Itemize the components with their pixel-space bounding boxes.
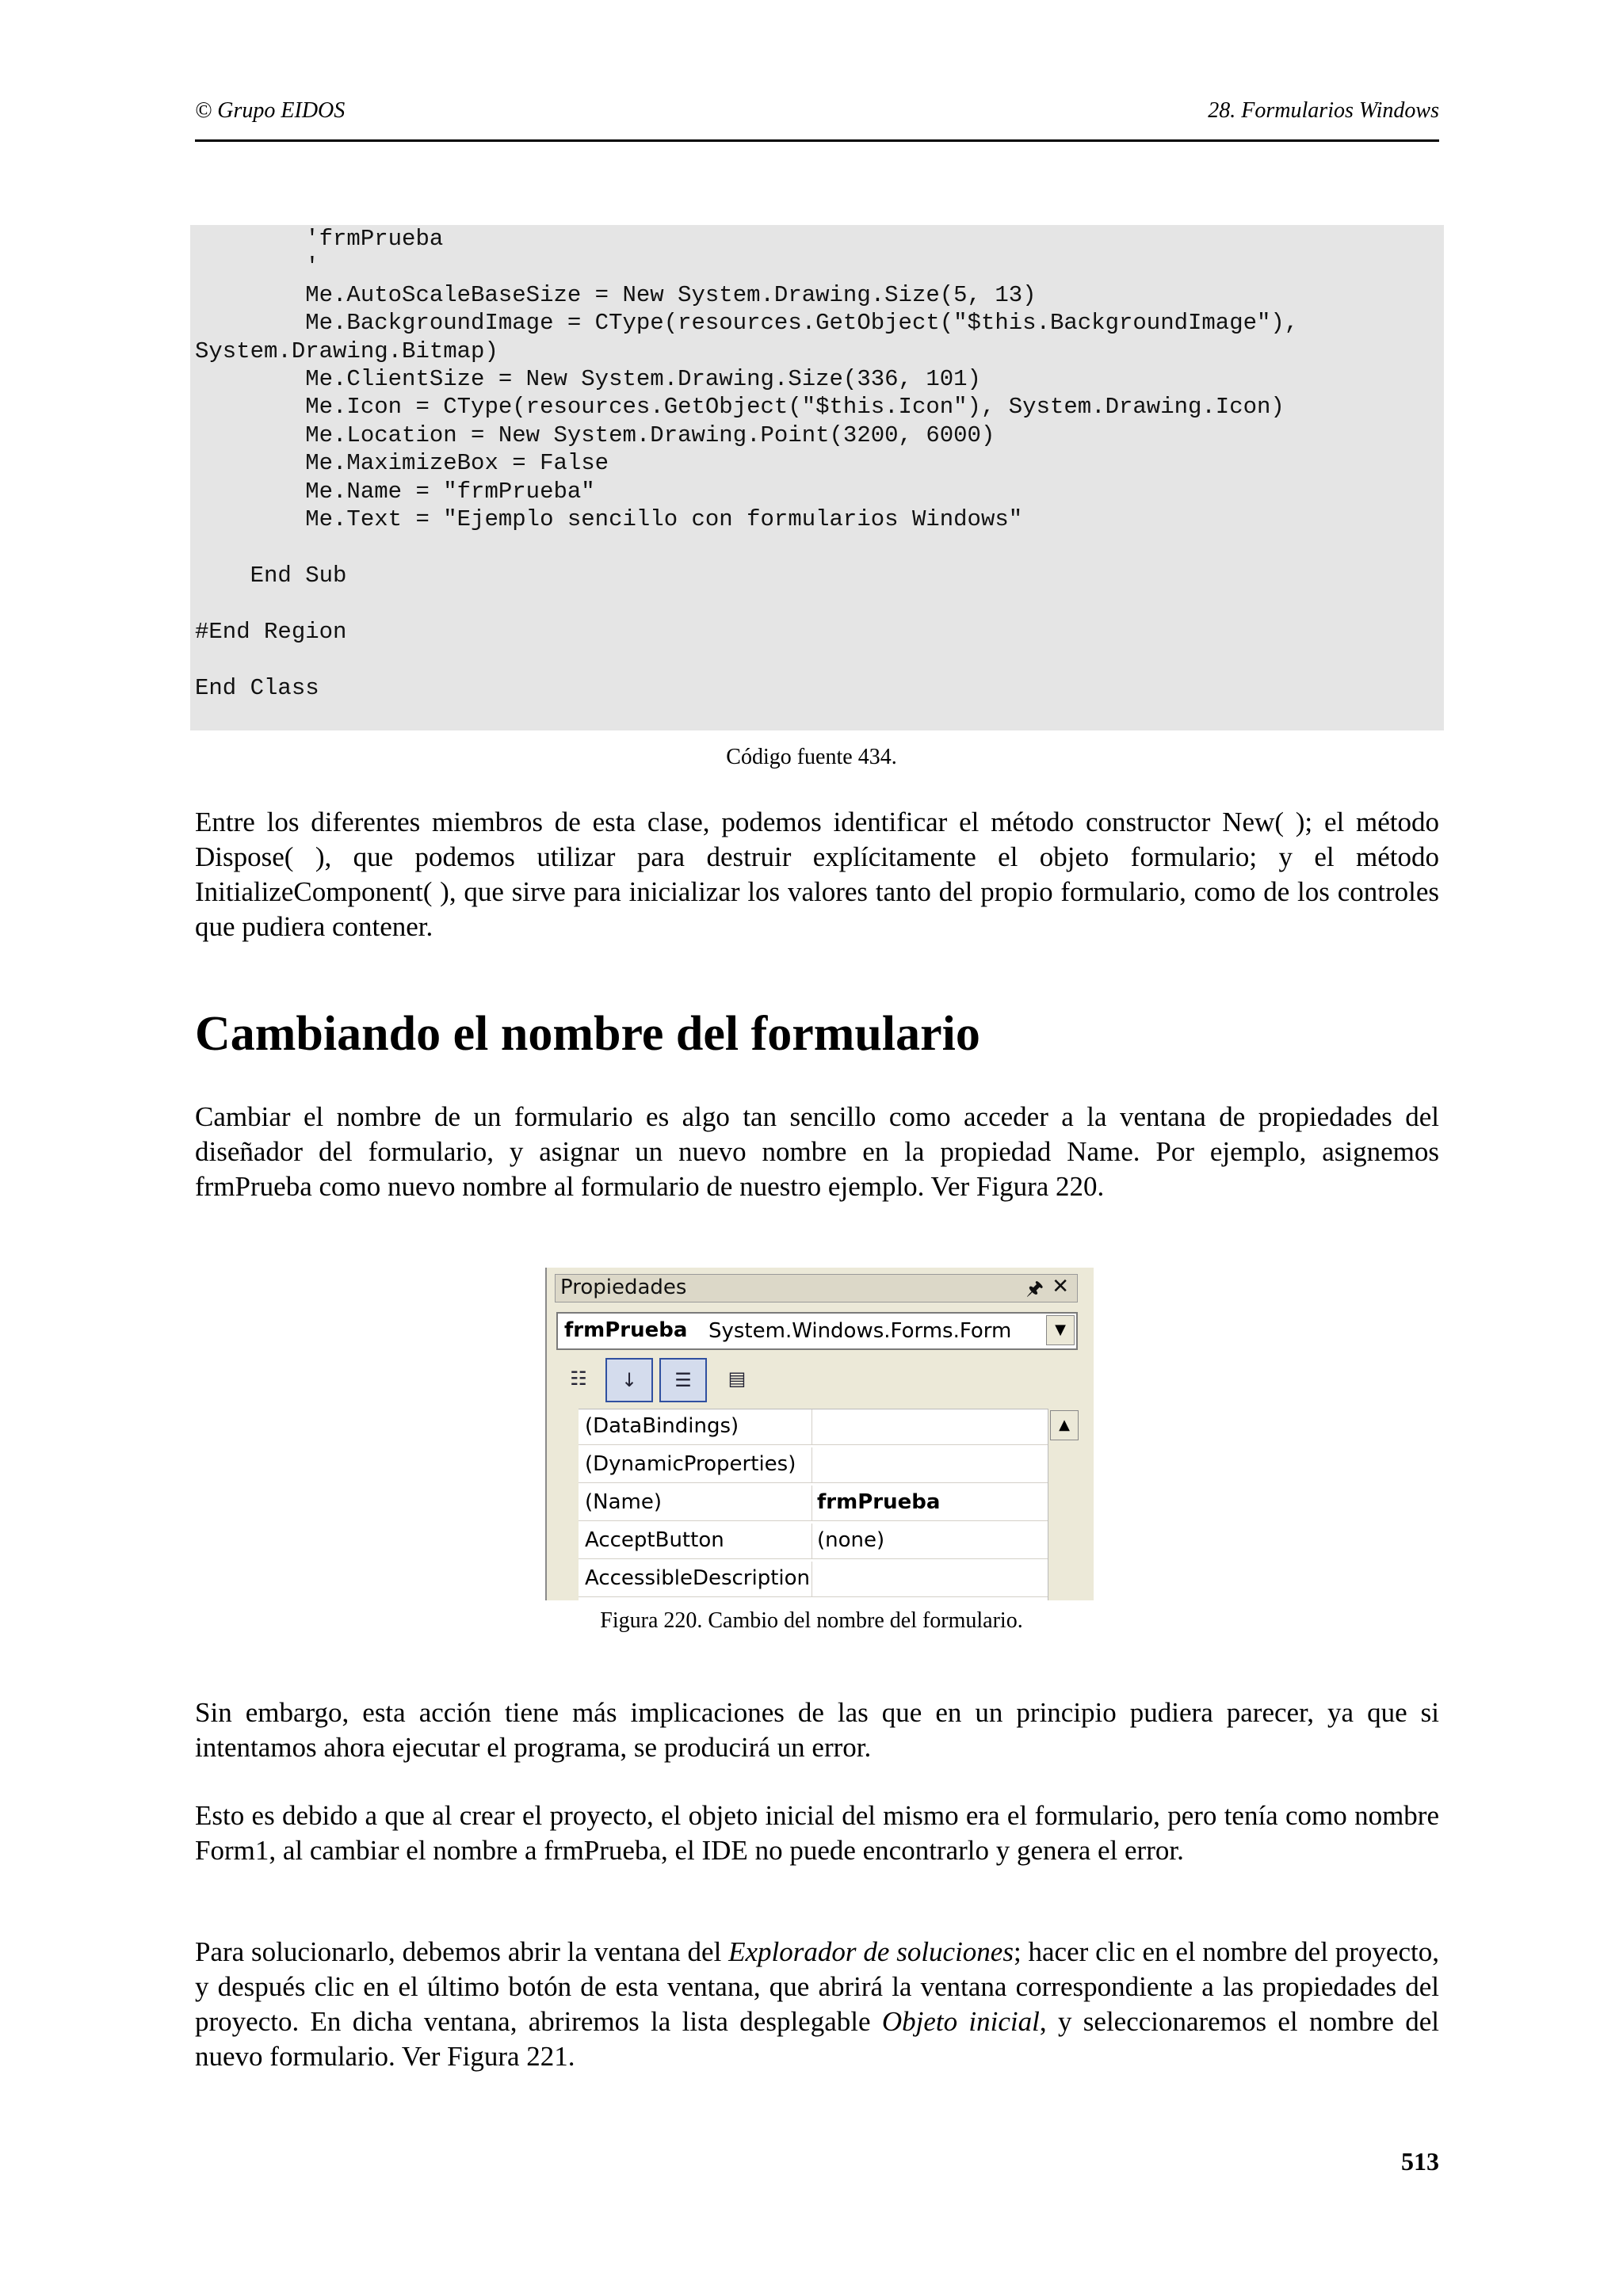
paragraph-4-text: Esto es debido a que al crear el proyecto, el objeto inicial del mismo era el formulario, pero tenía como nombre Form1, al cambiar el nombre a frmPrueba, el IDE no puede encontrarlo y genera el error.	[195, 1800, 1439, 1866]
scrollbar[interactable]	[1048, 1409, 1080, 1600]
paragraph-4	[195, 1798, 1439, 1868]
code-listing	[190, 225, 1444, 730]
paragraph-5-text	[195, 1935, 1439, 2074]
object-name: frmPrueba	[564, 1318, 688, 1342]
code-line: Me.Name = "frmPrueba"	[195, 478, 595, 505]
code-line: 'frmPrueba	[195, 226, 444, 252]
property-row[interactable]	[556, 1524, 1048, 1559]
code-line: '	[195, 254, 319, 280]
properties-title: Propiedades	[560, 1276, 687, 1299]
close-icon[interactable]: ✕	[1052, 1275, 1069, 1299]
property-name: (DynamicProperties)	[585, 1452, 796, 1476]
property-row[interactable]	[556, 1562, 1048, 1597]
categorized-icon[interactable]: ☷	[570, 1367, 587, 1390]
figure-caption: Figura 220. Cambio del nombre del formulario.	[600, 1608, 1023, 1633]
code-line: Me.Location = New System.Drawing.Point(3200, 6000)	[195, 421, 995, 448]
code-line: #End Region	[195, 618, 347, 645]
scroll-up-icon[interactable]: ▲	[1050, 1410, 1079, 1440]
paragraph-5-part-3: , y seleccionaremos el nombre del nuevo formulario. Ver Figura 221.	[195, 2006, 1439, 2072]
property-value[interactable]	[812, 1447, 1047, 1482]
property-name: AccessibleDescription	[585, 1566, 811, 1590]
page-header	[195, 95, 1439, 142]
property-name: (Name)	[585, 1490, 662, 1514]
code-line: End Sub	[195, 562, 347, 589]
property-row[interactable]	[556, 1447, 1048, 1483]
code-line	[195, 646, 1298, 673]
properties-titlebar	[555, 1274, 1078, 1302]
page-number: 513	[1401, 2147, 1439, 2176]
property-row[interactable]	[556, 1486, 1048, 1521]
code-line	[195, 589, 1298, 617]
properties-toolbar	[556, 1356, 1079, 1404]
header-chapter: 28. Formularios Windows	[1208, 98, 1439, 123]
property-value[interactable]	[812, 1486, 1047, 1520]
property-value-text: (none)	[817, 1528, 885, 1552]
property-pages-icon[interactable]: ▤	[727, 1367, 747, 1390]
code-line: Me.MaximizeBox = False	[195, 450, 609, 477]
code-line: Me.ClientSize = New System.Drawing.Size(336, 101)	[195, 366, 981, 393]
chevron-down-icon[interactable]: ▼	[1046, 1315, 1075, 1345]
paragraph-3-text: Sin embargo, esta acción tiene más implicaciones de las que en un principio pudiera parecer, ya que si intentamos ahora ejecutar el programa, se producirá un error.	[195, 1697, 1439, 1763]
properties-icon[interactable]: ☰	[659, 1358, 707, 1402]
property-grid-gutter	[556, 1409, 579, 1600]
code-line: Me.BackgroundImage = CType(resources.GetObject("$this.BackgroundImage"),	[195, 310, 1299, 337]
paragraph-2-text: Cambiar el nombre de un formulario es algo tan sencillo como acceder a la ventana de propiedades del diseñador del formulario, y asignar un nuevo nombre en la propiedad Name. Por ejemplo, asignemos frmPrueba como nuevo nombre al formulario de nuestro ejemplo. Ver Figura 220.	[195, 1101, 1439, 1202]
code-text	[195, 225, 1298, 702]
property-name: AcceptButton	[585, 1528, 724, 1552]
paragraph-5-part-1: Para solucionarlo, debemos abrir la ventana del	[195, 1936, 729, 1967]
pin-icon[interactable]: 🖈︎	[1025, 1277, 1044, 1299]
alphabetical-icon[interactable]: ↓	[605, 1358, 653, 1402]
object-type: System.Windows.Forms.Form	[708, 1319, 1012, 1343]
paragraph-5-part-2: ; hacer clic en el nombre del proyecto, y después clic en el último botón de esta ventana, que abrirá la ventana correspondiente a las propiedades del proyecto. En dicha ventana, abriremos la lista desplegable	[195, 1936, 1439, 2037]
startup-object-term: Objeto inicial	[881, 2006, 1040, 2037]
code-caption: Código fuente 434.	[726, 745, 897, 769]
property-row[interactable]	[556, 1409, 1048, 1445]
code-line: System.Drawing.Bitmap)	[195, 338, 498, 364]
property-name: (DataBindings)	[585, 1414, 739, 1438]
property-value[interactable]	[812, 1562, 1047, 1596]
paragraph-1	[195, 805, 1439, 944]
header-publisher: © Grupo EIDOS	[195, 98, 346, 123]
paragraph-1-text: Entre los diferentes miembros de esta clase, podemos identificar el método constructor New( ); el método Dispose( ), que podemos utilizar para destruir explícitamente el objeto formulario; y el método InitializeComponent( ), que sirve para inicializar los valores tanto del propio formulario, como de los controles que pudiera contener.	[195, 807, 1439, 942]
code-line: End Class	[195, 674, 319, 701]
object-selector[interactable]	[556, 1312, 1078, 1350]
section-heading: Cambiando el nombre del formulario	[195, 1007, 980, 1061]
code-line: Me.Icon = CType(resources.GetObject("$this.Icon"), System.Drawing.Icon)	[195, 394, 1285, 421]
property-value[interactable]	[812, 1524, 1047, 1558]
paragraph-2	[195, 1100, 1439, 1204]
code-line: Me.AutoScaleBaseSize = New System.Drawing.Size(5, 13)	[195, 281, 1037, 308]
paragraph-5	[195, 1935, 1439, 2074]
paragraph-3	[195, 1695, 1439, 1765]
code-line	[195, 533, 1298, 561]
solution-explorer-term: Explorador de soluciones	[728, 1936, 1014, 1967]
property-value-text: frmPrueba	[817, 1490, 941, 1514]
code-line: Me.Text = "Ejemplo sencillo con formularios Windows"	[195, 506, 1023, 533]
properties-window-figure	[545, 1268, 1094, 1600]
property-grid	[556, 1409, 1048, 1600]
property-value[interactable]	[812, 1409, 1047, 1444]
